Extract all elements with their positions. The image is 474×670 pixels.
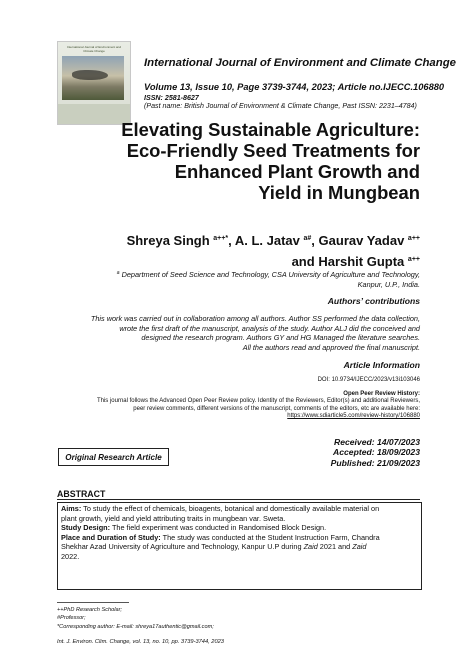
title-line: Elevating Sustainable Agriculture: [121,119,420,140]
affiliation [70,268,420,290]
article-type: Original Research Article [65,452,162,462]
author-list [70,229,420,271]
aims-text: plant growth, yield and yield attributing traits in mungbean var. Sweta. [61,513,286,523]
article-title [70,119,420,203]
journal-name: International Journal of Environment and Climate Change [144,57,457,69]
contributions-line: This work was carried out in collaboration among all authors. Author SS performed the data collection, [90,314,420,323]
peer-review-line: This journal follows the Advanced Open Peer Review policy. Identity of the Reviewers, Editor(s) and additional Reviewers, [96,398,420,404]
accepted-date: Accepted: 18/09/2023 [333,447,420,458]
place-text: 2022. [61,551,80,561]
title-line: Eco-Friendly Seed Treatments for [126,140,420,161]
past-name: (Past name: British Journal of Environment & Climate Change, Past ISSN: 2231–4784) [144,102,417,110]
design-text: The field experiment was conducted in Randomised Block Design. [110,523,327,533]
season-name: Zaid [352,542,367,552]
peer-review-text [40,398,420,421]
place-text: Shekhar Azad University of Agriculture and Technology, Kanpur U.P during [61,542,304,552]
issn: ISSN: 2581-8627 [144,94,199,102]
published-date: Published: 21/09/2023 [330,457,420,468]
contributions-line: designed the research program. Authors GY and HG Managed the literature searches. [141,333,420,343]
article-dates [260,437,420,468]
season-name: Zaid [303,542,318,552]
contributions-heading: Authors’ contributions [327,296,420,306]
contributions-line: All the authors read and approved the final manuscript. [242,342,420,352]
author-affil-mark: a# [303,235,312,242]
affiliation-line: Kanpur, U.P., India. [357,280,420,289]
footnote-professor: #Professor; [57,615,86,621]
author-name: Gaurav Yadav [318,233,405,248]
place-text: The study was conducted at the Student Instruction Farm, Chandra [160,532,380,542]
peer-review-line: peer review comments, different versions of the manuscript, comments of the editors, etc are available here: [133,405,420,412]
cover-title: International Journal of Environment and Climate Change [66,45,122,53]
peer-review-link[interactable]: https://www.sdiarticle5.com/review-history/106880 [287,413,420,420]
abstract-box [57,502,422,590]
author-name: Harshit Gupta [318,254,405,269]
footnote-scholar: ++PhD Research Scholar; [57,607,122,613]
article-info-heading: Article Information [343,360,420,370]
citation-footer: Int. J. Environ. Clim. Change, vol. 13, no. 10, pp. 3739-3744, 2023 [57,639,224,645]
author-name: A. L. Jatav [234,233,300,248]
doi[interactable]: DOI: 10.9734/IJECC/2023/v13i103046 [317,377,420,383]
title-line: Enhanced Plant Growth and [174,161,420,182]
title-line: Yield in Mungbean [258,182,420,203]
abstract-heading: ABSTRACT [57,489,106,499]
cover-photo [62,56,124,100]
author-conjunction: and [291,254,315,269]
footnote-corresponding-author: *Corresponding author: E-mail: shreya17authentic@gmail.com; [57,624,214,630]
aims-text: To study the effect of chemicals, bioagents, botanical and domestically available material on [81,504,380,513]
author-affil-mark: a++ [407,235,420,242]
author-affil-mark: a++ [407,256,420,263]
contributions-text [40,314,420,352]
volume-info: Volume 13, Issue 10, Page 3739-3744, 2023; Article no.IJECC.106880 [144,82,445,92]
footnote-divider [57,602,129,603]
journal-cover-image [57,41,131,125]
affiliation-line: Department of Seed Science and Technology, CSA University of Agriculture and Technology, [121,270,420,279]
place-label: Place and Duration of Study: [61,532,161,542]
author-affil-mark: a++* [213,235,229,242]
contributions-line: wrote the first draft of the manuscript, analysis of the study. Author ALJ did the conceived and [119,323,420,333]
design-label: Study Design: [61,523,111,533]
author-name: Shreya Singh [126,233,210,248]
article-type-box [58,448,169,466]
peer-review-heading: Open Peer Review History: [343,391,420,397]
affiliation-mark: a [116,270,120,276]
place-text: 2021 and [317,542,353,552]
received-date: Received: 14/07/2023 [333,437,420,447]
aims-label: Aims: [61,504,82,513]
author-separator: , [228,233,232,248]
author-separator: , [311,233,315,248]
abstract-divider [57,499,420,500]
